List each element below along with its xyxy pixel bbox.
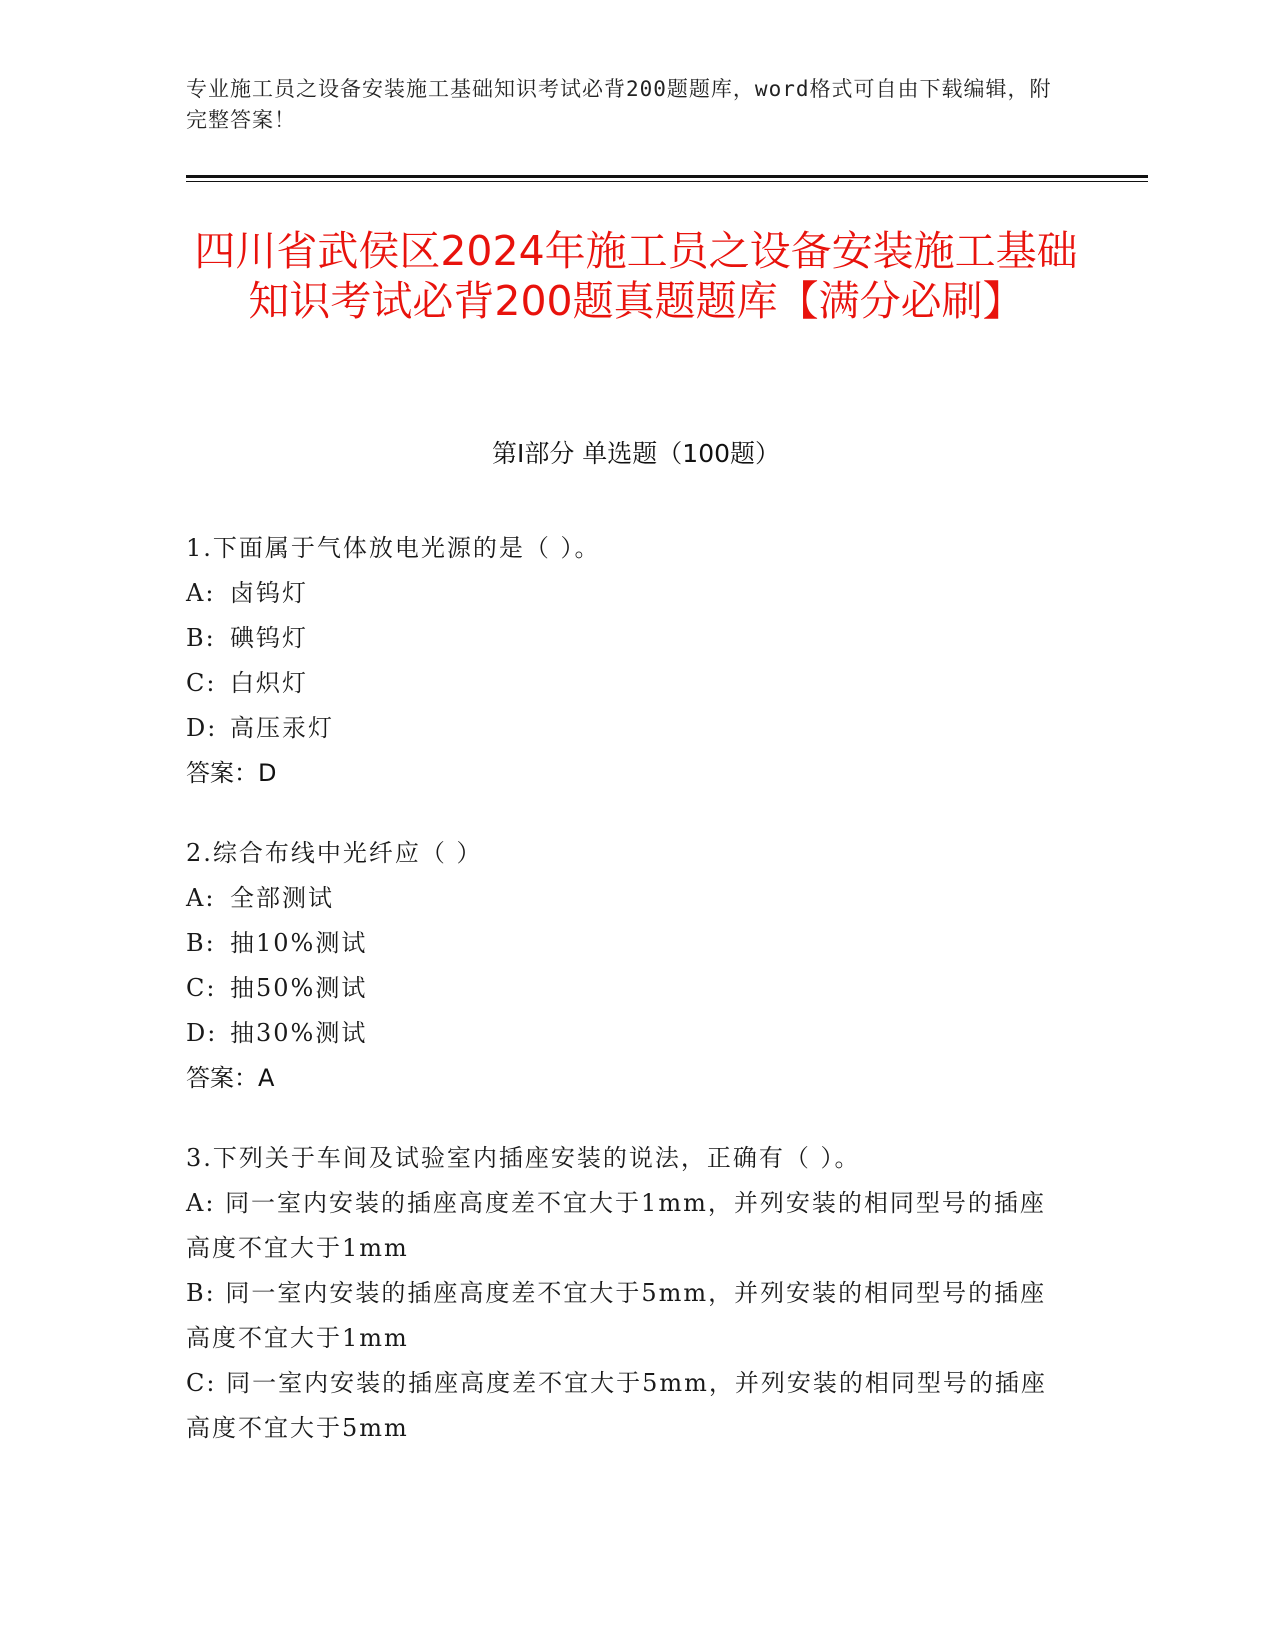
option-a (186, 876, 1066, 921)
question-3 (186, 1136, 1066, 1451)
option-label: B: (186, 1279, 216, 1307)
option-text: 卤钨灯 (230, 579, 308, 607)
option-text: 同一室内安装的插座高度差不宜大于5mm，并列安装的相同型号的插座高度不宜大于5mm (186, 1369, 1047, 1442)
question-list (186, 526, 1066, 1486)
header-note: 专业施工员之设备安装施工基础知识考试必背200题题库，word格式可自由下载编辑，附完整答案！ (186, 77, 1052, 132)
option-b (186, 921, 1066, 966)
option-text: 全部测试 (230, 884, 334, 912)
option-label: A: (186, 579, 216, 607)
answer: 答案：A (186, 1064, 275, 1092)
option-label: C: (186, 1369, 217, 1397)
option-c (186, 1361, 1066, 1451)
option-text: 碘钨灯 (230, 624, 308, 652)
option-text: 抽10%测试 (230, 929, 368, 957)
question-stem: 3.下列关于车间及试验室内插座安装的说法，正确有（ ）。 (186, 1144, 861, 1172)
option-text: 同一室内安装的插座高度差不宜大于5mm，并列安装的相同型号的插座高度不宜大于1mm (186, 1279, 1047, 1352)
option-label: D: (186, 1019, 218, 1047)
option-text: 抽50%测试 (230, 974, 368, 1002)
option-d (186, 706, 1066, 751)
option-label: B: (186, 929, 216, 957)
option-a (186, 571, 1066, 616)
header-rule-thick (186, 175, 1148, 178)
document-title: 四川省武侯区2024年施工员之设备安装施工基础知识考试必背200题真题题库【满分必刷】 (194, 227, 1078, 325)
header-rule-thin (186, 181, 1148, 182)
answer: 答案：D (186, 759, 277, 787)
option-a (186, 1181, 1066, 1271)
option-c (186, 661, 1066, 706)
option-b (186, 1271, 1066, 1361)
option-text: 同一室内安装的插座高度差不宜大于1mm，并列安装的相同型号的插座高度不宜大于1mm (186, 1189, 1046, 1262)
option-label: C: (186, 669, 217, 697)
option-label: B: (186, 624, 216, 652)
question-1 (186, 526, 1066, 796)
section-heading: 第I部分 单选题（100题） (491, 439, 781, 468)
option-d (186, 1011, 1066, 1056)
option-c (186, 966, 1066, 1011)
option-b (186, 616, 1066, 661)
option-label: A: (186, 1189, 216, 1217)
option-text: 白炽灯 (230, 669, 308, 697)
question-stem: 1.下面属于气体放电光源的是（ ）。 (186, 534, 601, 562)
option-label: C: (186, 974, 217, 1002)
option-text: 高压汞灯 (230, 714, 334, 742)
question-stem: 2.综合布线中光纤应（ ） (186, 839, 483, 867)
option-text: 抽30%测试 (230, 1019, 368, 1047)
option-label: D: (186, 714, 218, 742)
question-2 (186, 831, 1066, 1101)
option-label: A: (186, 884, 216, 912)
